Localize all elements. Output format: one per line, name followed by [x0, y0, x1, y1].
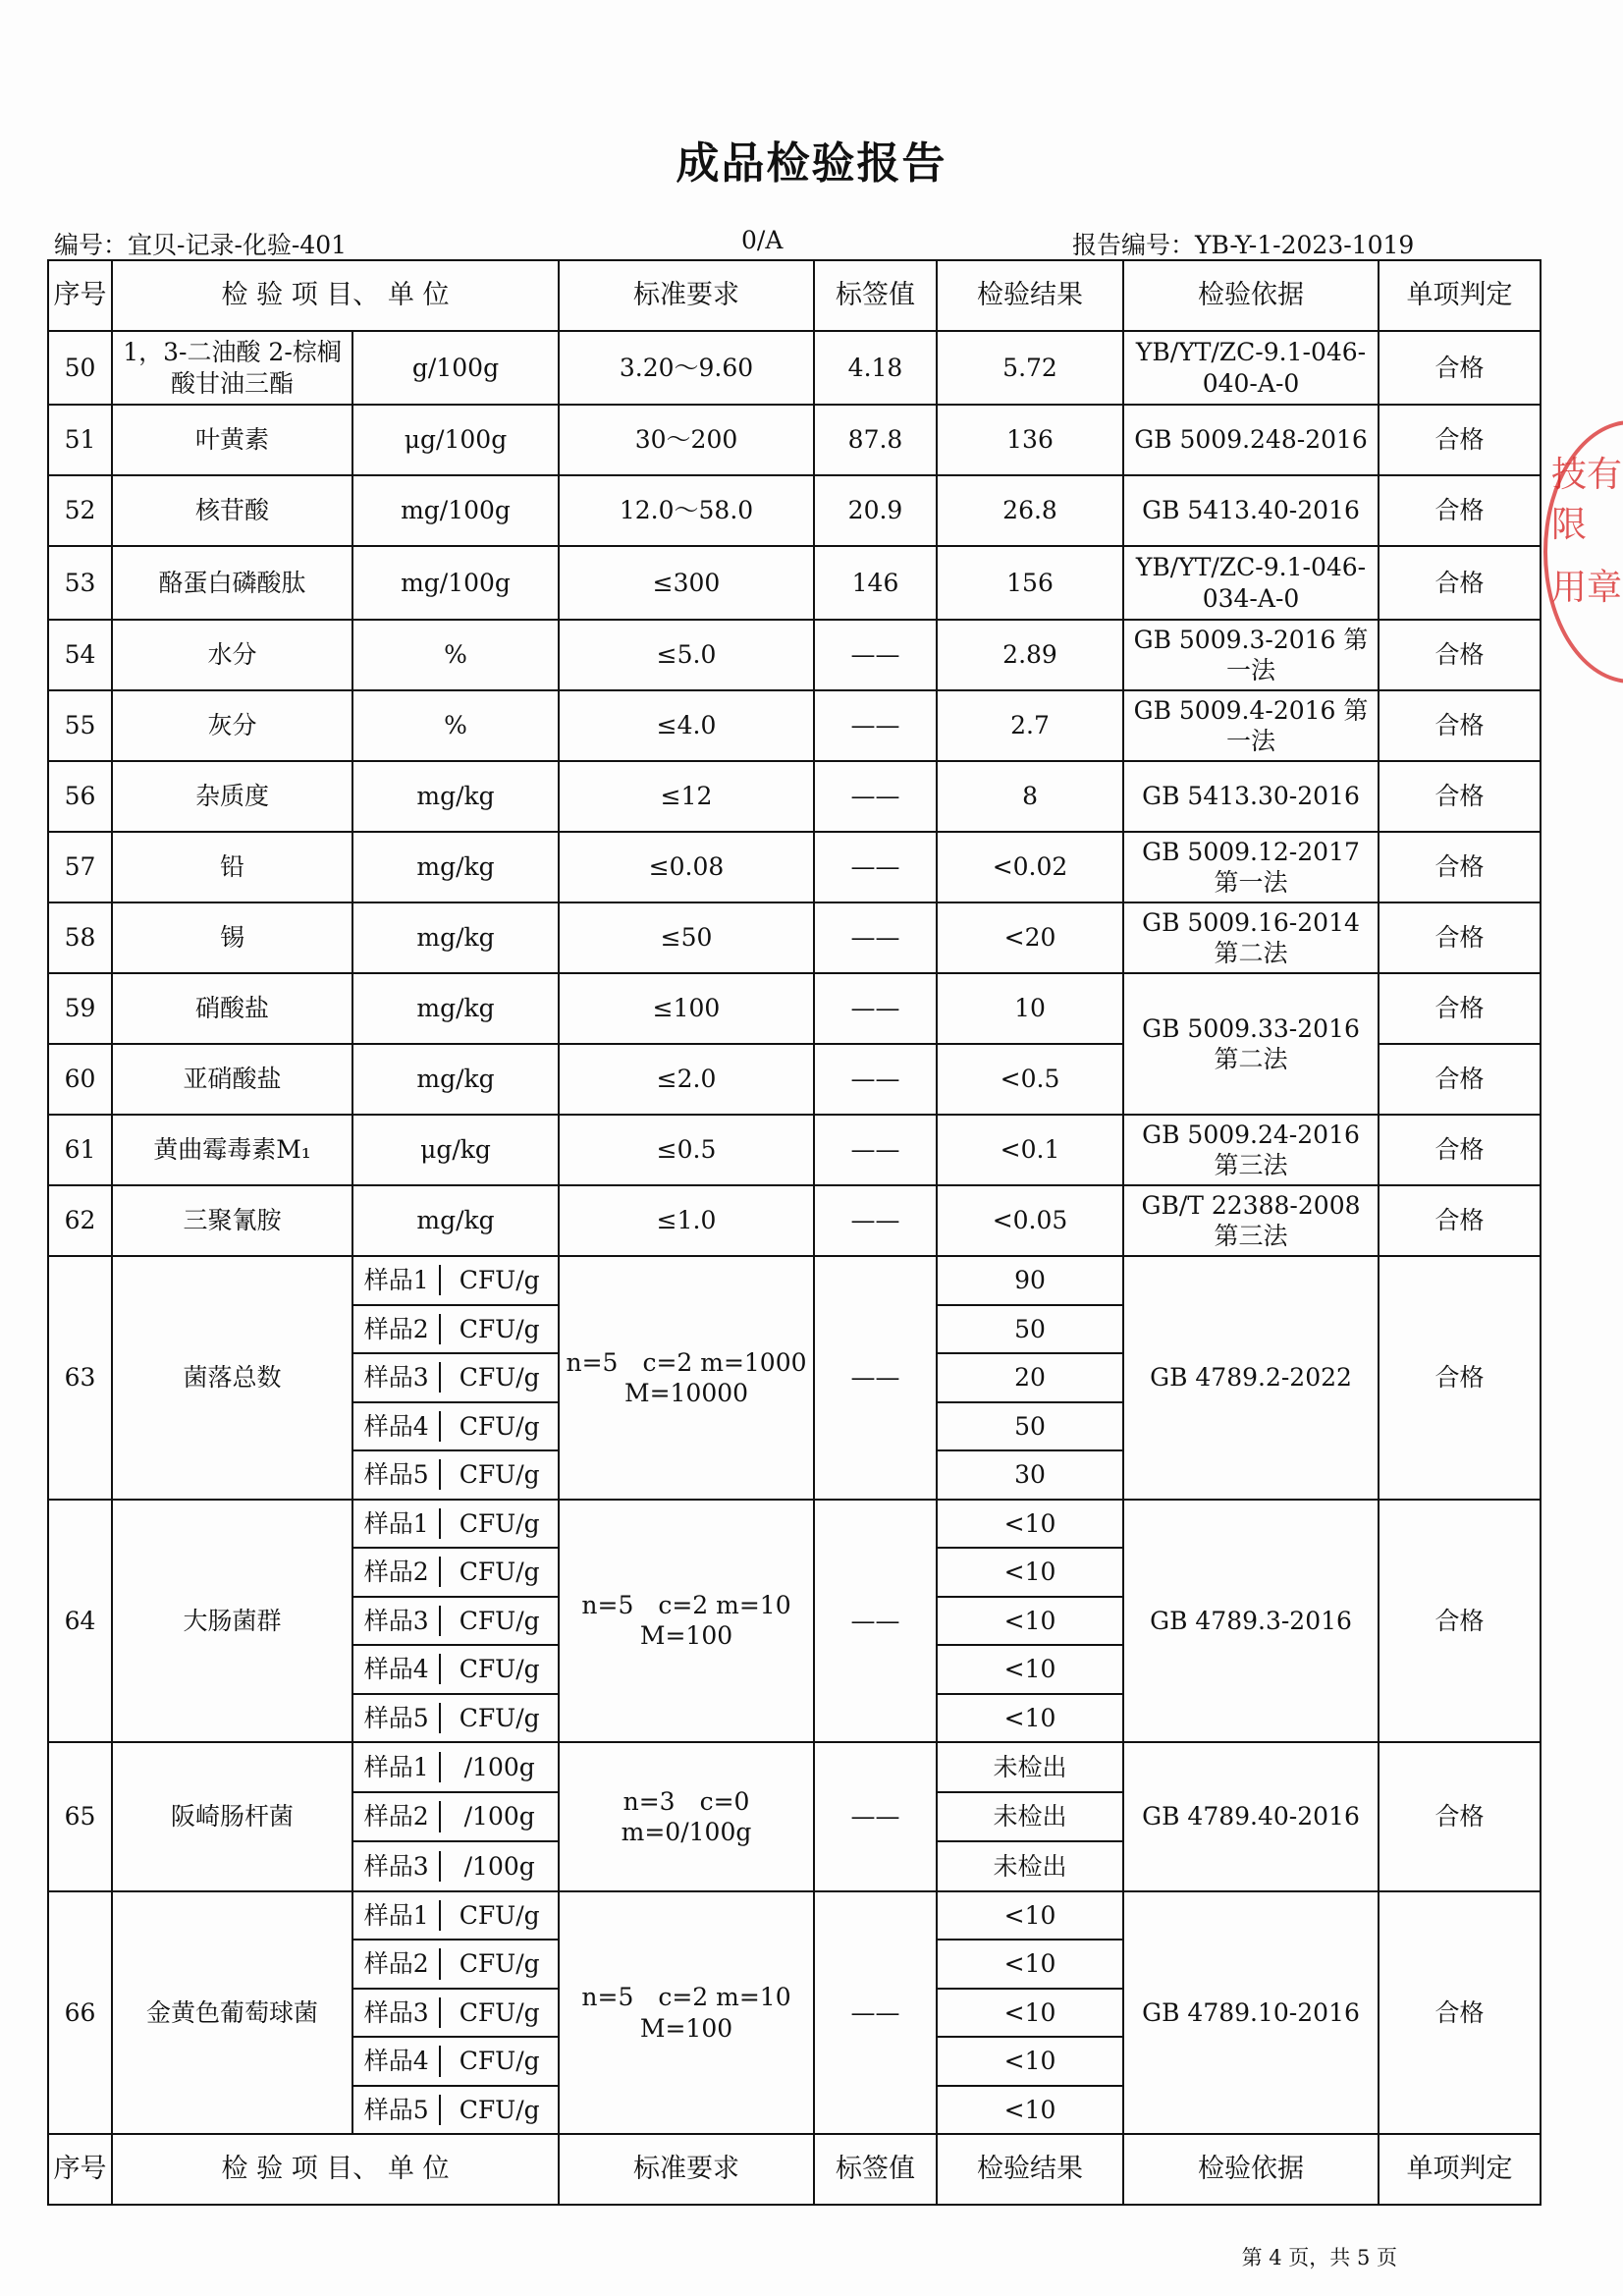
sample-label: 样品2	[353, 1801, 441, 1831]
label-value: ——	[814, 1256, 937, 1500]
item-name: 酪蛋白磷酸肽	[112, 546, 352, 620]
item-name: 硝酸盐	[112, 973, 352, 1044]
test-result: 2.7	[937, 690, 1123, 761]
sample-result: 20	[937, 1353, 1123, 1402]
version-code: 0/A	[741, 226, 784, 254]
item-name: 大肠菌群	[112, 1500, 352, 1743]
sample-cell	[352, 1940, 559, 1989]
label-value: 4.18	[814, 331, 937, 405]
item-name: 阪崎肠杆菌	[112, 1742, 352, 1891]
verdict: 合格	[1379, 331, 1541, 405]
sample-unit: CFU/g	[459, 1703, 540, 1732]
test-basis: GB 5009.4-2016 第一法	[1123, 690, 1379, 761]
test-basis: GB 4789.10-2016	[1123, 1891, 1379, 2135]
footer-label: 标签值	[814, 2134, 937, 2205]
sample-cell	[352, 1742, 559, 1792]
standard-requirement: n=5 c=2 m=10 M=100	[559, 1891, 814, 2135]
row-number: 66	[48, 1891, 112, 2135]
table-row	[48, 331, 1541, 405]
sample-result: <10	[937, 1548, 1123, 1597]
item-name: 杂质度	[112, 761, 352, 832]
verdict: 合格	[1379, 832, 1541, 902]
sample-unit: CFU/g	[459, 1558, 540, 1587]
row-number: 63	[48, 1256, 112, 1500]
sample-label: 样品2	[353, 1557, 441, 1587]
item-unit: mg/kg	[352, 761, 559, 832]
table-row	[48, 1185, 1541, 1256]
sample-result: 未检出	[937, 1742, 1123, 1792]
sample-cell	[352, 1694, 559, 1743]
sample-label: 样品3	[353, 1997, 441, 2028]
sample-label: 样品2	[353, 1948, 441, 1979]
footer-seq: 序号	[48, 2134, 112, 2205]
sample-result: 50	[937, 1402, 1123, 1451]
sample-result: <10	[937, 1891, 1123, 1941]
header-judgement: 单项判定	[1379, 260, 1541, 331]
footer-basis: 检验依据	[1123, 2134, 1379, 2205]
test-result: 5.72	[937, 331, 1123, 405]
test-basis: GB 5009.12-2017 第一法	[1123, 832, 1379, 902]
sample-result: <10	[937, 1694, 1123, 1743]
row-number: 58	[48, 902, 112, 973]
verdict: 合格	[1379, 475, 1541, 546]
sample-label: 样品1	[353, 1900, 441, 1931]
sample-label: 样品5	[353, 1459, 441, 1490]
sample-cell	[352, 1256, 559, 1305]
table-row	[48, 1891, 1541, 1941]
test-result: <0.05	[937, 1185, 1123, 1256]
sample-label: 样品4	[353, 2046, 441, 2076]
sample-unit: CFU/g	[459, 1997, 540, 2027]
item-name: 金黄色葡萄球菌	[112, 1891, 352, 2135]
test-result: 156	[937, 546, 1123, 620]
sample-result: <10	[937, 1645, 1123, 1694]
footer-header-row	[48, 2134, 1541, 2205]
item-unit: mg/kg	[352, 1044, 559, 1115]
standard-requirement: ≤2.0	[559, 1044, 814, 1115]
standard-requirement: n=3 c=0 m=0/100g	[559, 1742, 814, 1891]
sample-label: 样品3	[353, 1606, 441, 1636]
header-row	[48, 260, 1541, 331]
footer-standard: 标准要求	[559, 2134, 814, 2205]
sample-cell	[352, 1645, 559, 1694]
sample-cell	[352, 1841, 559, 1891]
item-unit: μg/kg	[352, 1115, 559, 1185]
item-name: 水分	[112, 620, 352, 690]
sample-label: 样品4	[353, 1411, 441, 1442]
sample-label: 样品1	[353, 1265, 441, 1295]
test-basis: GB 5009.248-2016	[1123, 405, 1379, 475]
table-row	[48, 761, 1541, 832]
table-row	[48, 620, 1541, 690]
item-unit: μg/100g	[352, 405, 559, 475]
row-number: 60	[48, 1044, 112, 1115]
item-unit: mg/100g	[352, 475, 559, 546]
sample-result: 90	[937, 1256, 1123, 1305]
test-result: 136	[937, 405, 1123, 475]
row-number: 53	[48, 546, 112, 620]
test-basis: GB/T 22388-2008 第三法	[1123, 1185, 1379, 1256]
sample-label: 样品1	[353, 1752, 441, 1782]
label-value: 20.9	[814, 475, 937, 546]
standard-requirement: 12.0～58.0	[559, 475, 814, 546]
row-number: 56	[48, 761, 112, 832]
item-unit: mg/100g	[352, 546, 559, 620]
test-result: <0.5	[937, 1044, 1123, 1115]
table-row	[48, 832, 1541, 902]
standard-requirement: ≤100	[559, 973, 814, 1044]
footer-result: 检验结果	[937, 2134, 1123, 2205]
report-title: 成品检验报告	[676, 138, 947, 189]
item-name: 铅	[112, 832, 352, 902]
test-basis: YB/YT/ZC-9.1-046-034-A-0	[1123, 546, 1379, 620]
test-result: 26.8	[937, 475, 1123, 546]
verdict: 合格	[1379, 1185, 1541, 1256]
item-name: 锡	[112, 902, 352, 973]
test-basis: GB 4789.40-2016	[1123, 1742, 1379, 1891]
label-value: 87.8	[814, 405, 937, 475]
sample-unit: CFU/g	[459, 1314, 540, 1343]
record-code: 编号：宜贝-记录-化验-401	[54, 231, 348, 259]
table-row	[48, 1500, 1541, 1549]
item-name: 核苷酸	[112, 475, 352, 546]
sample-result: 未检出	[937, 1792, 1123, 1842]
label-value: ——	[814, 690, 937, 761]
sample-unit: CFU/g	[459, 1655, 540, 1684]
sample-result: <10	[937, 2037, 1123, 2086]
table-row	[48, 546, 1541, 620]
header-seq: 序号	[48, 260, 112, 331]
verdict: 合格	[1379, 1742, 1541, 1891]
sample-unit: CFU/g	[459, 2047, 540, 2076]
sample-unit: CFU/g	[459, 1363, 540, 1393]
standard-requirement: ≤50	[559, 902, 814, 973]
sample-cell	[352, 2086, 559, 2135]
item-name: 叶黄素	[112, 405, 352, 475]
item-unit: mg/kg	[352, 902, 559, 973]
test-basis: GB 4789.2-2022	[1123, 1256, 1379, 1500]
table-row	[48, 1256, 1541, 1305]
sample-cell	[352, 2037, 559, 2086]
label-value: ——	[814, 973, 937, 1044]
verdict: 合格	[1379, 1044, 1541, 1115]
sample-unit: CFU/g	[459, 1411, 540, 1441]
test-basis: GB 5413.30-2016	[1123, 761, 1379, 832]
sample-unit: CFU/g	[459, 2095, 540, 2124]
seal-text-top: 技有限	[1551, 455, 1623, 545]
verdict: 合格	[1379, 1115, 1541, 1185]
sample-label: 样品5	[353, 2095, 441, 2125]
verdict: 合格	[1379, 690, 1541, 761]
standard-requirement: ≤4.0	[559, 690, 814, 761]
seal-text-bottom: 用章	[1551, 568, 1623, 608]
standard-requirement: ≤5.0	[559, 620, 814, 690]
sample-cell	[352, 1597, 559, 1646]
sample-unit: CFU/g	[459, 1460, 540, 1490]
row-number: 59	[48, 973, 112, 1044]
test-result: <0.1	[937, 1115, 1123, 1185]
standard-requirement: ≤300	[559, 546, 814, 620]
label-value: ——	[814, 761, 937, 832]
test-basis: GB 5413.40-2016	[1123, 475, 1379, 546]
label-value: ——	[814, 1185, 937, 1256]
verdict: 合格	[1379, 1500, 1541, 1743]
sample-result: <10	[937, 1500, 1123, 1549]
sample-result: <10	[937, 2086, 1123, 2135]
test-basis: GB 5009.3-2016 第一法	[1123, 620, 1379, 690]
item-unit: %	[352, 690, 559, 761]
row-number: 55	[48, 690, 112, 761]
test-result: <0.02	[937, 832, 1123, 902]
row-number: 65	[48, 1742, 112, 1891]
standard-requirement: ≤0.5	[559, 1115, 814, 1185]
test-basis: GB 5009.24-2016 第三法	[1123, 1115, 1379, 1185]
item-name: 黄曲霉毒素M₁	[112, 1115, 352, 1185]
test-basis: GB 5009.33-2016 第二法	[1123, 973, 1379, 1115]
table-row	[48, 1115, 1541, 1185]
sample-cell	[352, 1500, 559, 1549]
row-number: 64	[48, 1500, 112, 1743]
table-row	[48, 1742, 1541, 1792]
sample-label: 样品2	[353, 1314, 441, 1344]
header-label: 标签值	[814, 260, 937, 331]
item-name: 1，3-二油酸 2-棕榈酸甘油三酯	[112, 331, 352, 405]
label-value: ——	[814, 902, 937, 973]
standard-requirement: 30～200	[559, 405, 814, 475]
sample-label: 样品1	[353, 1508, 441, 1539]
sample-unit: CFU/g	[459, 1900, 540, 1930]
sample-result: <10	[937, 1597, 1123, 1646]
sample-cell	[352, 1305, 559, 1354]
sample-unit: /100g	[463, 1802, 535, 1831]
verdict: 合格	[1379, 620, 1541, 690]
verdict: 合格	[1379, 902, 1541, 973]
item-name: 亚硝酸盐	[112, 1044, 352, 1115]
row-number: 54	[48, 620, 112, 690]
test-basis: GB 5009.16-2014 第二法	[1123, 902, 1379, 973]
standard-requirement: n=5 c=2 m=1000 M=10000	[559, 1256, 814, 1500]
sample-label: 样品4	[353, 1654, 441, 1684]
table-row	[48, 405, 1541, 475]
sample-unit: /100g	[463, 1752, 535, 1781]
verdict: 合格	[1379, 973, 1541, 1044]
label-value: ——	[814, 620, 937, 690]
test-result: 8	[937, 761, 1123, 832]
label-value: ——	[814, 832, 937, 902]
sample-unit: /100g	[463, 1851, 535, 1881]
table-row	[48, 475, 1541, 546]
inspection-table	[47, 259, 1542, 2206]
label-value: ——	[814, 1500, 937, 1743]
test-result: 10	[937, 973, 1123, 1044]
sample-label: 样品3	[353, 1362, 441, 1393]
item-unit: %	[352, 620, 559, 690]
row-number: 57	[48, 832, 112, 902]
test-basis: GB 4789.3-2016	[1123, 1500, 1379, 1743]
row-number: 62	[48, 1185, 112, 1256]
sample-unit: CFU/g	[459, 1508, 540, 1538]
test-basis: YB/YT/ZC-9.1-046-040-A-0	[1123, 331, 1379, 405]
sample-unit: CFU/g	[459, 1606, 540, 1635]
table-row	[48, 973, 1541, 1044]
sample-cell	[352, 1548, 559, 1597]
sample-result: 50	[937, 1305, 1123, 1354]
item-unit: mg/kg	[352, 973, 559, 1044]
label-value: ——	[814, 1742, 937, 1891]
sample-cell	[352, 1792, 559, 1842]
sample-cell	[352, 1353, 559, 1402]
footer-judgement: 单项判定	[1379, 2134, 1541, 2205]
test-result: <20	[937, 902, 1123, 973]
item-unit: mg/kg	[352, 1185, 559, 1256]
standard-requirement: ≤12	[559, 761, 814, 832]
sample-result: 30	[937, 1450, 1123, 1500]
page-number: 第 4 页，共 5 页	[1241, 2246, 1397, 2269]
header-basis: 检验依据	[1123, 260, 1379, 331]
verdict: 合格	[1379, 405, 1541, 475]
row-number: 61	[48, 1115, 112, 1185]
table-row	[48, 902, 1541, 973]
table-row	[48, 690, 1541, 761]
sample-cell	[352, 1891, 559, 1941]
verdict: 合格	[1379, 1256, 1541, 1500]
sample-cell	[352, 1989, 559, 2038]
sample-cell	[352, 1402, 559, 1451]
verdict: 合格	[1379, 546, 1541, 620]
standard-requirement: ≤1.0	[559, 1185, 814, 1256]
standard-requirement: n=5 c=2 m=10 M=100	[559, 1500, 814, 1743]
sample-result: <10	[937, 1989, 1123, 2038]
sample-unit: CFU/g	[459, 1949, 540, 1979]
verdict: 合格	[1379, 761, 1541, 832]
item-name: 三聚氰胺	[112, 1185, 352, 1256]
label-value: 146	[814, 546, 937, 620]
item-name: 灰分	[112, 690, 352, 761]
row-number: 50	[48, 331, 112, 405]
verdict: 合格	[1379, 1891, 1541, 2135]
row-number: 52	[48, 475, 112, 546]
label-value: ——	[814, 1115, 937, 1185]
header-standard: 标准要求	[559, 260, 814, 331]
sample-label: 样品3	[353, 1851, 441, 1882]
sample-result: 未检出	[937, 1841, 1123, 1891]
label-value: ——	[814, 1044, 937, 1115]
header-result: 检验结果	[937, 260, 1123, 331]
standard-requirement: 3.20～9.60	[559, 331, 814, 405]
header-item: 检 验 项 目、 单 位	[112, 260, 559, 331]
test-result: 2.89	[937, 620, 1123, 690]
sample-result: <10	[937, 1940, 1123, 1989]
item-name: 菌落总数	[112, 1256, 352, 1500]
standard-requirement: ≤0.08	[559, 832, 814, 902]
sample-unit: CFU/g	[459, 1266, 540, 1295]
item-unit: g/100g	[352, 331, 559, 405]
item-unit: mg/kg	[352, 832, 559, 902]
sample-label: 样品5	[353, 1703, 441, 1733]
row-number: 51	[48, 405, 112, 475]
label-value: ——	[814, 1891, 937, 2135]
report-number: 报告编号：YB-Y-1-2023-1019	[1072, 231, 1415, 259]
footer-item: 检 验 项 目、 单 位	[112, 2134, 559, 2205]
sample-cell	[352, 1450, 559, 1500]
